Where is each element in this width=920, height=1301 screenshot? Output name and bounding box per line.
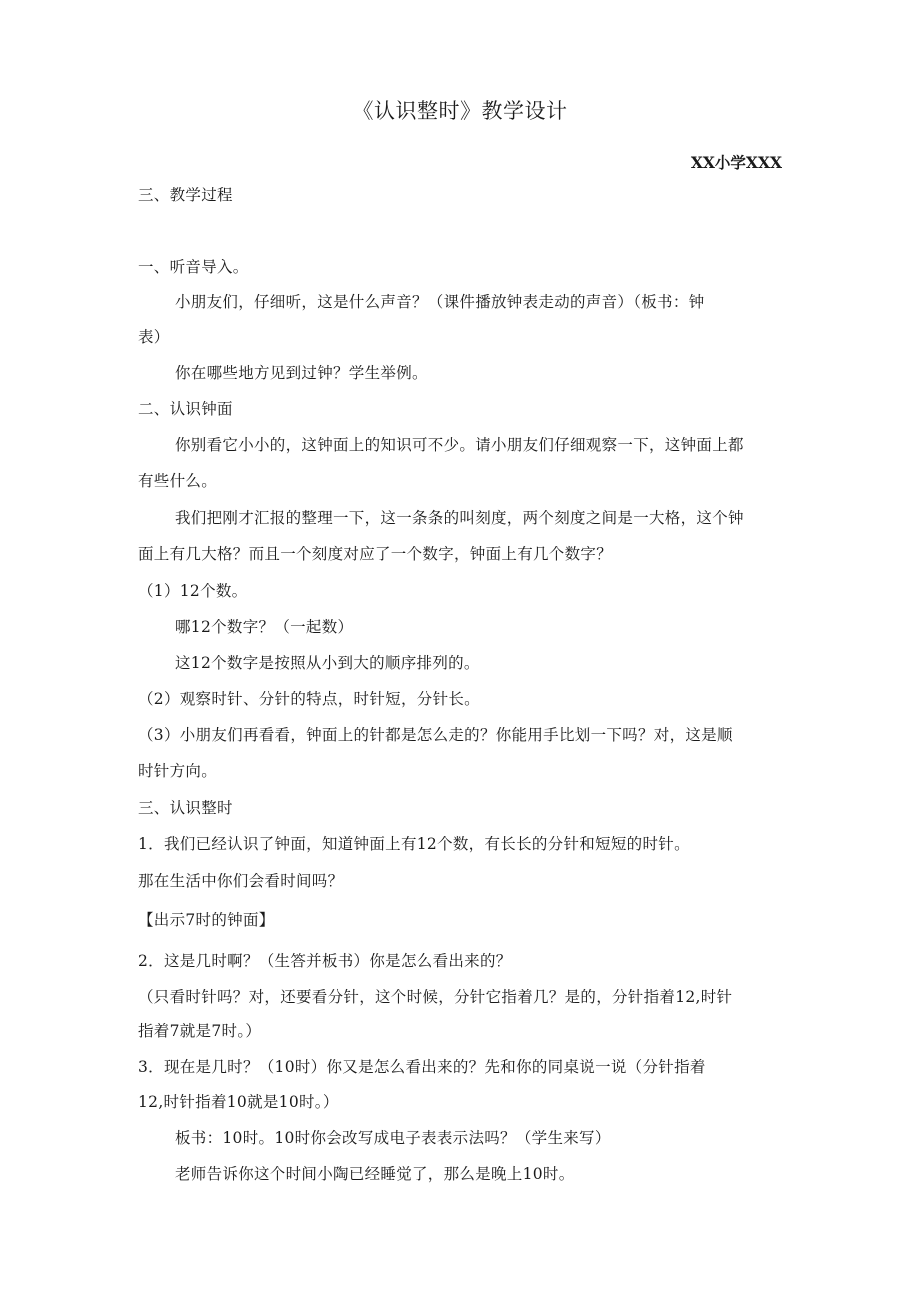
paragraph-line: 小朋友们，仔细听，这是什么声音？（课件播放钟表走动的声音）（板书：钟 [175, 293, 705, 311]
list-item: 3．现在是几时？（10时）你又是怎么看出来的？先和你的同桌说一说（分针指着 [138, 1058, 706, 1076]
list-item: （1）12个数。 [138, 582, 248, 600]
list-item: 2．这是几时啊？（生答并板书）你是怎么看出来的？ [138, 952, 512, 970]
paragraph-line: （只看时针吗？对，还要看分针，这个时候，分针它指着几？是的，分针指着12,时针 [138, 988, 733, 1006]
paragraph-line: 这12个数字是按照从小到大的顺序排列的。 [175, 654, 480, 672]
paragraph-line: 面上有几大格？而且一个刻度对应了一个数字，钟面上有几个数字？ [138, 545, 613, 563]
paragraph-line: 板书：10时。10时你会改写成电子表表示法吗？（学生来写） [175, 1129, 611, 1147]
paragraph-line: 【出示7时的钟面】 [138, 911, 275, 929]
section-heading: 二、认识钟面 [138, 400, 233, 418]
section-heading: 三、认识整时 [138, 799, 233, 817]
paragraph-line: 哪12个数字？（一起数） [175, 618, 354, 636]
paragraph-line: 12,时针指着10就是10时。） [138, 1093, 339, 1111]
author-line: XX小学XXX [690, 153, 782, 172]
paragraph-line: 表） [138, 328, 170, 346]
section-heading: 三、教学过程 [138, 186, 233, 204]
paragraph-line: 我们把刚才汇报的整理一下，这一条条的叫刻度，两个刻度之间是一大格，这个钟 [175, 509, 744, 527]
list-item: 1．我们已经认识了钟面，知道钟面上有12个数，有长长的分针和短短的时针。 [138, 835, 690, 853]
paragraph-line: 你在哪些地方见到过钟？学生举例。 [175, 364, 428, 382]
paragraph-line: 时针方向。 [138, 762, 218, 780]
paragraph-line: 有些什么。 [138, 472, 218, 490]
section-heading: 一、听音导入。 [138, 258, 249, 276]
paragraph-line: 指着7就是7时。） [138, 1022, 262, 1040]
document-title: 《认识整时》教学设计 [352, 99, 568, 123]
list-item: （2）观察时针、分针的特点，时针短，分针长。 [138, 690, 480, 708]
list-item: （3）小朋友们再看看，钟面上的针都是怎么走的？你能用手比划一下吗？对，这是顺 [138, 726, 733, 744]
paragraph-line: 你别看它小小的，这钟面上的知识可不少。请小朋友们仔细观察一下，这钟面上都 [175, 436, 744, 454]
paragraph-line: 老师告诉你这个时间小陶已经睡觉了，那么是晚上10时。 [175, 1165, 575, 1183]
paragraph-line: 那在生活中你们会看时间吗？ [138, 872, 344, 890]
